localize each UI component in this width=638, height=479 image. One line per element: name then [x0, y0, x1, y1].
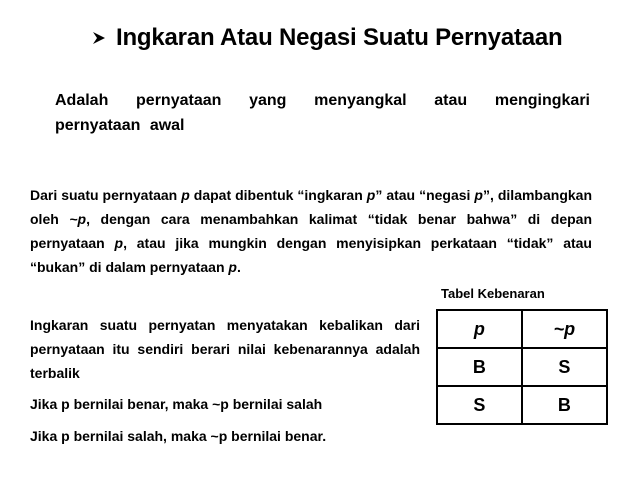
table-cell: B: [522, 386, 607, 424]
table-cell: B: [437, 348, 522, 386]
rule-false-text: Jika p bernilai salah, maka ~p bernilai benar.: [30, 428, 327, 444]
truth-table-header-not-p: ~p: [522, 310, 607, 348]
rule-true-text: Jika p bernilai benar, maka ~p bernilai salah: [30, 396, 323, 412]
table-row: [437, 348, 607, 386]
truth-table-caption: Tabel Kebenaran: [441, 286, 545, 301]
slide-title: Ingkaran Atau Negasi Suatu Pernyataan: [116, 24, 563, 51]
body-paragraph: Dari suatu pernyataan p dapat dibentuk “ingkaran p” atau “negasi p”, dilambangkan oleh ~p, dengan cara menambahkan kalimat “tidak benar bahwa” di depan pernyataan p, atau jika mungkin dengan menyisipkan perkataan “tidak” atau “bukan” di dalam pernyataan p.: [30, 187, 592, 275]
truth-table-header-p: p: [437, 310, 522, 348]
table-cell: S: [437, 386, 522, 424]
truth-table-header-row: [437, 310, 607, 348]
intro-text: Adalah pernyataan yang menyangkal atau mengingkari pernyataan awal: [55, 92, 590, 134]
table-cell: S: [522, 348, 607, 386]
table-row: [437, 386, 607, 424]
truth-table: [436, 309, 608, 425]
explanation-text: Ingkaran suatu pernyatan menyatakan kebalikan dari pernyataan itu sendiri berari nilai kebenarannya adalah terbalik: [30, 317, 420, 381]
